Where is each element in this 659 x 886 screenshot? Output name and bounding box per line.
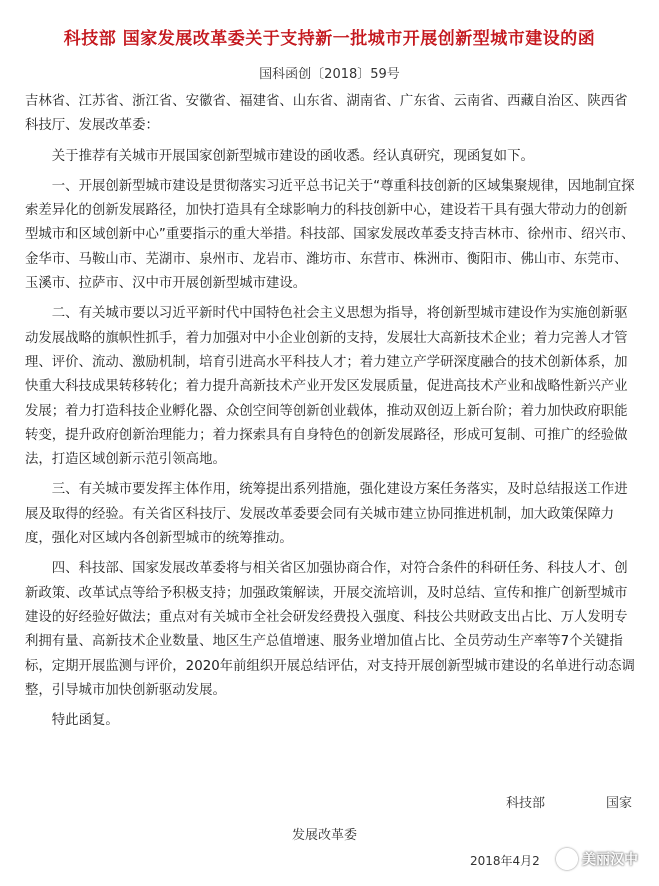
paragraph-4: 四、科技部、国家发展改革委将与相关省区加强协商合作，对符合条件的科研任务、科技人才、创新政策、改革试点等给予积极支持；加强政策解读，开展交流培训，及时总结、宣传和推广创新型城市建设的好经验好做法；重点对有关城市全社会研发经费投入强度、科技公共财政支出占比、万人发明专利拥有量、高新技术企业数量、地区生产总值增速、服务业增加值占比、全员劳动生产率等7个关键指标，定期开展监测与评价，2020年前组织开展总结评估，对支持开展创新型城市建设的名单进行动态调整，引导城市加快创新驱动发展。 — [25, 561, 635, 698]
paragraph-3: 三、有关城市要发挥主体作用，统筹提出系列措施，强化建设方案任务落实，及时总结报送工作进展及取得的经验。有关省区科技厅、发展改革委要会同有关城市建立协同推进机制，加大政策保障力度，强化对区域内各创新型城市的统筹推动。 — [25, 482, 628, 547]
wechat-icon — [556, 848, 578, 870]
signature-ministry: 科技部 — [506, 796, 546, 811]
signature-state: 国家 — [606, 796, 633, 811]
watermark-text: 美丽汉中 — [582, 852, 638, 868]
addressees: 吉林省、江苏省、浙江省、安徽省、福建省、山东省、湖南省、广东省、云南省、西藏自治区、陕西省科技厅、发展改革委： — [25, 94, 628, 134]
paragraph-2: 二、有关城市要以习近平新时代中国特色社会主义思想为指导，将创新型城市建设作为实施创新驱动发展战略的旗帜性抓手，着力加强对中小企业创新的支持，发展壮大高新技术企业；着力完善人才管理、评价、流动、激励机制，培育引进高水平科技人才；着力建立产学研深度融合的技术创新体系，加快重大科技成果转移转化；着力提升高新技术产业开发区发展质量，促进高技术产业和战略性新兴产业发展；着力打造科技企业孵化器、众创空间等创新创业载体，推动双创迈上新台阶；着力加快政府职能转变，提升政府创新治理能力；着力探索具有自身特色的创新发展路径，形成可复制、可推广的经验做法，打造区域创新示范引领高地。 — [25, 306, 628, 468]
signature-ndrc: 发展改革委 — [292, 828, 358, 843]
document-number: 国科函创〔2018〕59号 — [259, 67, 400, 82]
document-body — [25, 90, 637, 733]
closing-line: 特此函复。 — [51, 713, 119, 729]
document-title: 科技部 国家发展改革委关于支持新一批城市开展创新型城市建设的函 — [63, 29, 596, 49]
paragraph-intro: 关于推荐有关城市开展国家创新型城市建设的函收悉。经认真研究，现函复如下。 — [51, 148, 534, 164]
watermark — [556, 848, 638, 870]
document-date: 2018年4月2 — [470, 854, 540, 868]
paragraph-1: 一、开展创新型城市建设是贯彻落实习近平总书记关于“尊重科技创新的区域集聚规律，因地制宜探索差异化的创新发展路径，加快打造具有全球影响力的科技创新中心，建设若干具有强大带动力的创新型城市和区域创新中心”重要指示的重大举措。科技部、国家发展改革委支持吉林市、徐州市、绍兴市、金华市、马鞍山市、芜湖市、泉州市、龙岩市、潍坊市、东营市、株洲市、衡阳市、佛山市、东莞市、玉溪市、拉萨市、汉中市开展创新型城市建设。 — [25, 178, 635, 292]
